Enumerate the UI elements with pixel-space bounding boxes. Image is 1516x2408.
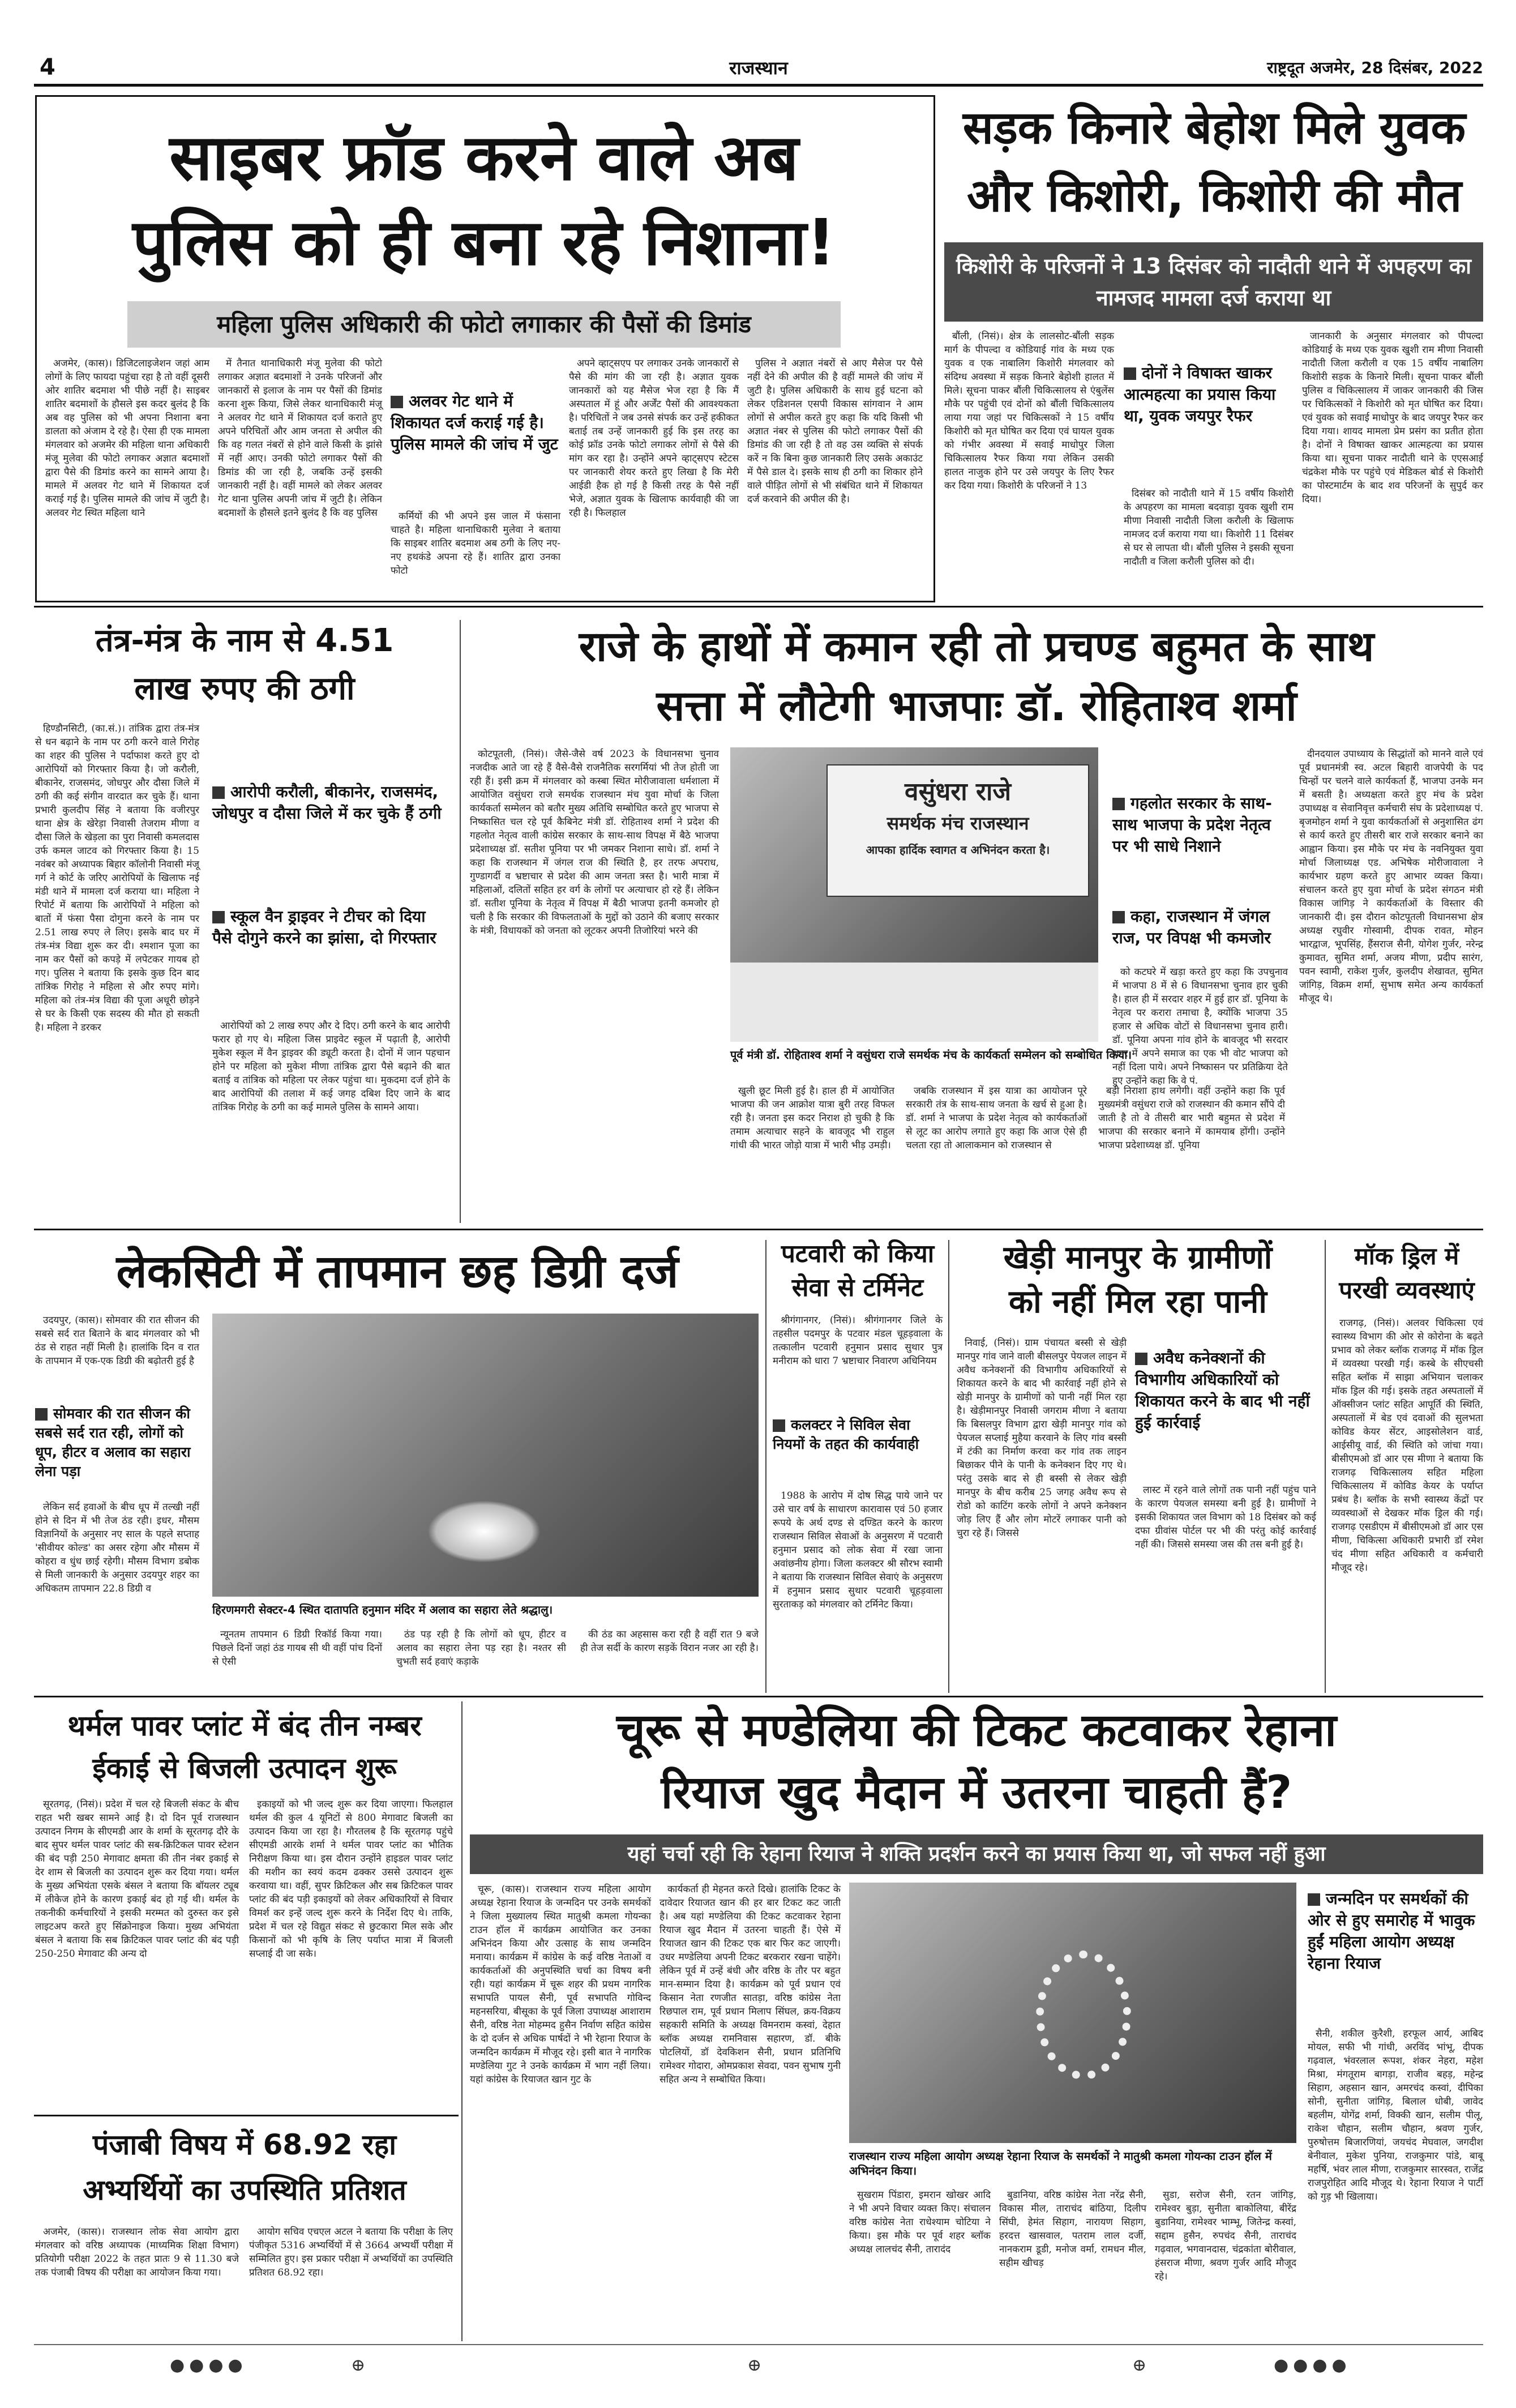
raje-callout-2: कहा, राजस्थान में जंगल राज, पर विपक्ष भी कमजोर [1112,907,1271,947]
cyber-col-5: पुलिस ने अज्ञात नंबरों से आए मैसेज पर पैसे नहीं देने की अपील की है वहीं मामले की जांच में जुटी है। पुलिस अधिकारी के साथ हुई घटना को लेकर एडिशनल एसपी विकास सांगवान ने आम लोगों से अपील करते हुए कहा कि यदि किसी भी अज्ञात नंबर से पुलिस की फोटो लगाकर पैसों की डिमांड की जा रही है तो वह उस व्यक्ति से संपर्क करें न कि बिना कुछ जानकारी लिए उसके अकाउंट में पैसे डाल दे। इसके साथ ही ठगी का शिकार होने वाले पीड़ित लोगों से भी संबंधित थाने में शिकायत दर्ज करवाने की अपील की है। [747,358,923,505]
tantra-headline-line2: लाख रुपए की ठगी [134,670,355,707]
row-rule-2 [34,1229,1483,1230]
raje-photo-caption: पूर्व मंत्री डॉ. रोहिताश्व शर्मा ने वसुंधरा राजे समर्थक मंच के कार्यकर्ता सम्मेलन को सम्बोधित किया। [730,1048,1132,1062]
churu-subhead: यहां चर्चा रही कि रेहाना रियाज ने शक्ति प्रदर्शन करने का प्रयास किया था, जो सफल नहीं हुआ [470,1834,1483,1874]
lakecity-callout: सोमवार की रात सीजन की सबसे सर्द रात रही, लोगों को धूप, हीटर व अलाव का सहारा लेना पड़ा [35,1405,191,1479]
banner-subtitle: समर्थक मंच राजस्थान [887,812,1029,834]
row-rule-1 [34,606,1483,608]
registration-dots-right: ●●●● [1274,2355,1351,2375]
column-divider [461,1701,462,2341]
lakecity-col-3: ठंड पड़ रही है कि लोगों को धूप, हीटर व अलाव का सहारा लेना पड़ रहा है। नश्तर सी चुभती सर्द हवाएं कड़ाके [396,1629,566,1667]
cyber-col-3: कर्मियों की भी अपने इस जाल में फंसाना चाहते है। महिला थानाधिकारी मुलेवा ने बताया कि साइबर शातिर बदमाश अब ठगी के लिए नए-नए हथकंडे अपना रहे हैं। शातिर द्वारा उनका फोटो [391,511,560,576]
tantra-col-2: आरोपियों को 2 लाख रुपए और दे दिए। ठगी करने के बाद आरोपी फरार हो गए थे। महिला जिस प्राइवेट स्कूल में पढ़ाती है, आरोपी मुकेश स्कूल में वैन ड्राइवर की ड्यूटी करता है। दोनों में जान पहचान होने पर महिला को मुकेश मीणा तांत्रिक द्वारा पैसे बढ़ाने की बात बताई व तांत्रिक को महिला पर लेकर पहुंचा था। मुकदमा दर्ज होने के बाद आरोपियों की तलाश में कई जगह दबिश दिए जाने के बाद तांत्रिक गिरोह के ठगी का कई मामले पुलिस के सामने आया। [212,1020,450,1113]
khedi-headline-line1: खेड़ी मानपुर के ग्रामीणों [1003,1239,1273,1276]
cyber-col-2: में तैनात थानाधिकारी मंजू मुलेवा की फोटो लगाकर अज्ञात बदमाशों ने उनके परिजनों और जानकारों से इलाज के नाम पर पैसों की डिमांड करना शुरू किया, जिसे लेकर थानाधिकारी मंजू ने अलवर गेट थाने में शिकायत दर्ज कराते हुए अपने परिचितों और आम जनता से अपील की कि वह गलत नंबरों से होने वाले किसी के झांसे में नहीं आए। उनकी फोटो लगाकर पैसों की डिमांड की जा रही है, जबकि उन्हें इसकी जानकारी नहीं है। वहीं मामले को लेकर अलवर गेट थाना पुलिस अपनी जांच में जुटी है। लेकिन बदमाशों के हौसले इतने बुलंद है कि वह पुलिस [218,358,382,519]
garland [1036,1951,1131,2080]
khedi-col-1: निवाई, (निसं)। ग्राम पंचायत बस्सी से खेड़ी मानपुर गांव जाने वाली बीसलपुर पेयजल लाइन में अवैध कनेक्शनों की विभागीय अधिकारियों से शिकायत करने के बाद भी कार्रवाई नहीं होने से खेड़ी मानपुर के ग्रामीणों को पानी नहीं मिल रहा है। खेड़ीमानपुर निवासी जगराम मीणा ने बताया कि बिसलपुर विभाग द्वारा खेड़ी मानपुर गांव को पेयजल सप्लाई मुहैया करवाने के लिए गांव बस्सी में टंकी का निर्माण करवा कर गांव तक लाइन बिछाकर पीने के पानी के कनेक्शन दिए गए थे। परंतु उसके बाद से ही बस्सी से लेकर खेड़ी मानपुर के बीच करीब 25 जगह अवैध रूप से रोडो को काटिंग करके लोगों ने अपने कनेक्शन जोड़ लिए हैं और लोग मोटरें लगाकर पानी को चुरा रहे हैं। जिससे [957,1337,1127,1539]
churu-headline-line1: चूरू से मण्डेलिया की टिकट कटवाकर रेहाना [616,1704,1337,1756]
bullet-icon [773,1419,785,1432]
crosshair-icon: ⊕ [747,2355,766,2375]
thermal-headline-line2: ईकाई से बिजली उत्पादन शुरू [92,1752,397,1785]
bonfire-glow [427,1500,541,1563]
raje-col-2: खुली छूट मिली हुई है। हाल ही में आयोजित भाजपा की जन आक्रोश यात्रा बुरी तरह विफल रही है। जनता इस कदर निराश हो चुकी है कि तमाम अत्याचार सहने के बावजूद भी राहुल गांधी की भारत जोड़ो यात्रा में भारी भीड़ उमड़ी। [730,1085,894,1151]
bullet-icon [1112,798,1125,810]
column-divider [1325,1240,1326,1693]
churu-col-2: कार्यकर्ता ही मेहनत करते दिखे। हालांकि टिकट के दावेदार रियाजत खान की हर बार टिकट कट जाती है। अब यहां मण्डेलिया की टिकट कटवाकर रेहाना रियाज खुद मैदान में उतरना चाहती हैं। ऐसे में रियाजत खान की टिकट एक बार फिर कट जाएगी। उधर मण्डेलिया अपनी टिकट बरकरार रखना चाहेंगे। लेकिन पूर्व में उन्हें बंधी और वरिष्ठ के तौर पर बहुत मान-सम्मान दिया है। कार्यक्रम को पूर्व प्रधान एवं किसान नेता रणजीत सातड़ा, वरिष्ठ कांग्रेस नेता रिछपाल राम, पूर्व प्रधान मिलाप सिंघल, क्रय-विक्रय सहकारी समिति के अध्यक्ष विमनराम कस्वां, देहात ब्लॉक अध्यक्ष रामनिवास सहारण, डॉ. बीके पोटलियों, डॉ देवकिशन सैनी, प्रधान प्रतिनिधि रामेश्वर गोदारा, ओमप्रकाश सेवदा, पवन सुभाष गुनी सहित अन्य ने सम्बोधित किया। [659,1884,841,2085]
churu-col-3: सुखराम पिंडारा, इमरान खोखर आदि ने भी अपने विचार व्यक्त किए। संचालन वरिष्ठ कांग्रेस नेता राधेश्याम चोटिया ने किया। इस मौके पर पूर्व शहर ब्लॉक अध्यक्ष लालचंद सैनी, तारादंद [849,2189,991,2255]
column-divider [948,1240,949,1693]
bullet-icon [1112,911,1125,923]
patwari-headline-line1: पटवारी को किया [781,1239,935,1268]
crosshair-icon: ⊕ [351,2355,370,2375]
tantra-callout-1: आरोपी करौली, बीकानेर, राजसमंद, जोधपुर व दौसा जिले में कर चुके हैं ठगी [212,782,442,823]
road-subhead: किशोरी के परिजनों ने 13 दिसंबर को नादौती थाने में अपहरण का नामजद मामला दर्ज कराया था [944,242,1483,322]
punjabi-col-2: आयोग सचिव एचएल अटल ने बताया कि परीक्षा के लिए पंजीकृत 5316 अभ्यर्थियों में से 3664 अभ्यर्थी परीक्षा में सम्मिलित हुए। इस प्रकार परीक्षा में अभ्यर्थियों का उपस्थिति प्रतिशत 68.92 रहा। [249,2226,453,2278]
lakecity-headline: लेकसिटी में तापमान छह डिग्री दर्ज [116,1245,679,1298]
felicitation-caption: राजस्थान राज्य महिला आयोग अध्यक्ष रेहाना रियाज के समर्थकों ने मातुश्री कमला गोयन्का टाउन हॉल में अभिनंदन किया। [849,2149,1272,2178]
cyber-callout: अलवर गेट थाने में शिकायत दर्ज कराई गई है। पुलिस मामले की जांच में जुट [391,392,558,454]
raje-headline-line2: सत्ता में लौटेगी भाजपाः डॉ. रोहिताश्व शर्मा [656,682,1297,730]
bullet-icon [391,396,403,408]
churu-col-6: सैनी, शकील कुरैशी, हरफूल आर्य, आबिद मोयल, सफी भी गांधी, अरविंद भांभू, दीपक गढ़वाल, भंवरलाल रूपश, शंकर नेहरा, महेश मिश्रा, मंगतूराम बागड़ा, राजीव बहड़, महेन्द्र सिहाग, अहसान खान, अमरचंद कस्वां, दीपिका सोनी, सुनीता जांगिड़, बिलाल धोबी, जावेद बहलीम, योगेंद्र शर्मा, विक्की खान, सलीम पीलू, राकेश चौहान, सलीम चौहान, श्रवण गुर्जर, पुरुषोत्तम बिजारणियां, जयचंद मेघवाल, जगदीश बेनीवाल, मुकेश पुनिया, राजकुमार पांडे, बाबू महर्षि, भंवर लाल मीणा, राजकुमार सारस्वत, राजेंद्र राजपुरोहित आदि मौजूद थे। रेहाना रियाज ने पार्टी को गुड़ भी खिलाया। [1308,2028,1483,2202]
row-rule-3 [34,1696,1483,1697]
khedi-callout: अवैध कनेक्शनों की विभागीय अधिकारियों को शिकायत करने के बाद भी नहीं हुई कार्रवाई [1135,1349,1310,1432]
patwari-col-1: श्रीगंगानगर, (निसं)। श्रीगंगानगर जिले के तहसील पदमपुर के पटवार मंडल चूहड़वाला के तत्कालीन पटवारी हनुमान प्रसाद सुथार पुत्र मनीराम को धारा 7 भ्रष्टाचार निवारण अधिनियम [773,1315,943,1367]
cyber-col-4: अपने व्हाट्सएप पर लगाकर उनके जानकारों से पैसे की मांग की जा रही है। अज्ञात युवक जानकारों को यह मैसेज भेज रहा है कि मैं अस्पताल में हूं और अर्जेंट पैसों की आवश्यकता है। परिचितों ने जब उनसे संपर्क कर उन्हें हकीकत बताई तब उन्हें जानकारी हुई कि इस तरह का कोई फ्रॉड उनके फोटो लगाकर लोगों से पैसे की मांग कर रहा है। उन्होंने अपने व्हाट्सएप स्टेटस पर जानकारी शेयर करते हुए लिखा है कि मेरी आईडी हैक हो गई है किसी तरह के पैसे नहीं भेजे, अज्ञात युवक के खिलाफ कार्यवाही की जा रही है। फिलहाल [569,358,739,519]
header-rule [34,84,1483,87]
patwari-col-2: 1988 के आरोप में दोष सिद्ध पाये जाने पर उसे चार वर्ष के साधारण कारावास एवं 50 हजार रूपये के अर्थ दण्ड से दण्डित करने के कारण राजस्थान सिविल सेवाओं के अनुसरण में पटवारी हनुमान प्रसाद को लोक सेवा में रखा जाना अवांछनीय होगा। जिला कलक्टर श्री सौरभ स्वामी ने बताया कि राजस्थान सिविल सेवाएं के अनुसरण में हनुमान प्रसाद सुथार पटवारी चूहड़वाला सुरताकड़ को मंगलवार को टर्मिनेट किया। [773,1490,943,1610]
raje-headline-line1: राजे के हाथों में कमान रही तो प्रचण्ड बहुमत के साथ [579,622,1374,671]
bonfire-caption: हिरणमगरी सेक्टर-4 स्थित दातापति हनुमान मंदिर में अलाव का सहारा लेते श्रद्धालु। [212,1603,553,1616]
road-headline-line1: सड़क किनारे बेहोश मिले युवक [962,101,1466,154]
khedi-col-2: लास्ट में रहने वाले लोगों तक पानी नहीं पहुंच पाने के कारण पेयजल समस्या बनी हुई है। ग्रामीणों ने इसकी शिकायत जल विभाग को 18 दिसंबर को कई दफा ग्रीवांस पोर्टल पर भी की परंतु कोई कार्रवाई नहीं की। जिससे समस्या जस की तस बनी हुई है। [1135,1485,1316,1550]
bullet-icon [212,911,225,923]
tantra-callout-2: स्कूल वैन ड्राइवर ने टीचर को दिया पैसे दोगुने करने का झांसा, दो गिरफ्तार [212,907,436,947]
thermal-col-2: इकाइयों को भी जल्द शुरू कर दिया जाएगा। फिलहाल थर्मल की कुल 4 यूनिटों से 800 मेगावाट बिजली का उत्पादन किया जा रहा है। गौरतलब है कि सूरतगढ़ पहुंचे सीएमडी आरके शर्मा ने थर्मल पावर प्लांट का भौतिक निरीक्षण किया था। इस दौरान उन्होंने हाइडल पावर प्लांट की मशीन का स्वयं कदम ढक्कर उससे उत्पादन शुरू करवाया था। वहीं, सुपर क्रिटिकल और सब क्रिटिकल पावर प्लांट की बंद पड़ी इकाइयों को लेकर अधिकारियों से विचार विमर्श कर इन्हें जल्द शुरू करने के निर्देश दिए थे। ताकि, प्रदेश में चल रहे विद्युत संकट से छुटकारा मिल सके और किसानों को भी कृषि के लिए पर्याप्त मात्रा में बिजली सप्लाई दी जा सके। [249,1799,453,1960]
felicitation-photo [849,1883,1296,2143]
raje-col-4: बड़ी निराशा हाथ लगेगी। वहीं उन्होंने कहा कि पूर्व मुख्यमंत्री वसुंधरा राजे को राजस्थान की कमान सौंपे दी जाती है तो वे तीसरी बार भारी बहुमत से प्रदेश में भाजपा की सरकार बनाने में कामयाब होंगी। उन्होंने भाजपा प्रदेशाध्यक्ष डॉ. पूनिया [1098,1085,1285,1151]
mockdrill-headline-line1: मॉक ड्रिल में [1354,1242,1459,1270]
tantra-headline-line1: तंत्र-मंत्र के नाम से 4.51 [95,622,394,659]
footer-rule [34,2344,1483,2345]
bonfire-photo [212,1314,759,1597]
punjabi-col-1: अजमेर, (कास)। राजस्थान लोक सेवा आयोग द्वारा मंगलवार को वरिष्ठ अध्यापक (माध्यमिक शिक्षा विभाग) प्रतियोगी परीक्षा 2022 के तहत प्रातः 9 से 11.30 बजे तक पंजाबी विषय की परीक्षा का आयोजन किया गया। [35,2226,239,2278]
patwari-headline-line2: सेवा से टर्मिनेट [791,1273,924,1302]
registration-dots-left: ●●●● [170,2355,247,2375]
lakecity-col-1: उदयपुर, (कास)। सोमवार की रात सीजन की सबसे सर्द रात बिताने के बाद मंगलवार को भी ठंड से राहत नहीं मिली है। हालांकि दिन व रात के तापमान में एक-एक डिग्री की बढ़ोतरी हुई है [35,1315,199,1367]
thermal-headline-line1: थर्मल पावर प्लांट में बंद तीन नम्बर [67,1709,422,1742]
khedi-headline-line2: को नहीं मिल रहा पानी [1009,1284,1267,1320]
patwari-callout: कलक्टर ने सिविल सेवा नियमों के तहत की कार्यवाही [773,1417,919,1452]
row-rule-4 [34,2115,459,2116]
raje-conference-photo [730,747,1098,1042]
mockdrill-col-1: राजगढ़, (निसं)। अलवर चिकित्सा एवं स्वास्थ्य विभाग की ओर से कोरोना के बढ़ते प्रभाव को लेकर ब्लॉक राजगढ़ में मॉक ड्रिल में व्यवस्था परखी गई। कस्बे के सीएचसी सहित ब्लॉक में साझा अभियान चलाकर मॉक ड्रिल की गई। इसके तहत अस्पतालों में ऑक्सीजन प्लांट सहित आपूर्ति की स्थिति, अस्पतालों में बेड एवं दवाओं की सुलभता कोविड केयर सेंटर, आइसोलेशन वार्ड, आईसीयू वार्ड, की स्थिति को जांचा गया। बीसीएमओ डॉ आर एस मीणा ने बताया कि राजगढ़ चिकित्सालय सहित महिला चिकित्सालय में कोविड केयर के पर्याप्त प्रबंध है। ब्लॉक के सभी स्वास्थ्य केंद्रों पर व्यवस्थाओं से देखकर मॉक ड्रिल की गई। राजगढ़ एसडीएम में बीसीएमओ डॉ आर एस मीणा, चिकित्सा अधिकारी प्रभारी डॉ रमेश चंद मीणा सहित अधिकारी व कर्मचारी मौजूद रहे। [1331,1318,1483,1573]
crosshair-icon: ⊕ [1132,2355,1151,2375]
raje-col-5: को कटघरे में खड़ा करते हुए कहा कि उपचुनाव में भाजपा 8 में से 6 विधानसभा चुनाव हार चुकी है। हाल ही में सरदार शहर में हुई हार डॉ. पूनिया के नेतृत्व पर करारा तमाचा है, क्योंकि भाजपा 35 हजार से अधिक वोटों से विधानसभा चुनाव हारी। डॉ. पूनिया अपना गांव होने के बावजूद भी सरदार शहर में अपने समाज का एक भी वोट भाजपा को नहीं दिला पाये। अपने निष्कासन पर प्रतिक्रिया देते हुए उन्होंने कहा कि वे पं. [1112,966,1288,1087]
churu-col-1: चूरू, (कास)। राजस्थान राज्य महिला आयोग अध्यक्ष रेहाना रियाज के जन्मदिन पर उनके समर्थकों ने जिला मुख्यालय स्थित मातुश्री कमला गोयन्का टाउन हॉल में कार्यक्रम आयोजित कर उनका अभिनंदन किया और उत्साह के साथ जन्मदिन मनाया। कार्यक्रम में कांग्रेस के कई वरिष्ठ नेताओं व कार्यकर्ताओं की अनुपस्थिति चर्चा का विषय बनी रही। यहां कार्यक्रम में चूरू शहर की प्रथम नागरिक सभापति पायल सैनी, पूर्व सभापति गोविन्द महनसरिया, बीसूका के पूर्व जिला उपाध्यक्ष आशाराम सैनी, वरिष्ठ नेता मोहम्मद हुसैन निर्वाण सहित कांग्रेस के दो दर्जन से अधिक पार्षदों ने भी रेहाना रियाज के जन्मदिन कार्यक्रम में मौजूद रहे। इसी बात ने नागरिक मण्डेलिया गुट ने उनके कार्यक्रम में भाग नहीं लिया। यहां कांग्रेस के रियाजत खान गुट के [470,1884,651,2085]
column-divider [765,1240,766,1693]
thermal-col-1: सूरतगढ़, (निसं)। प्रदेश में चल रहे बिजली संकट के बीच राहत भरी खबर सामने आई है। दो दिन पूर्व राजस्थान उत्पादन निगम के सीएमडी आर के शर्मा के सूरतगढ़ दौरे के बाद सुपर थर्मल पावर प्लांट की सब-क्रिटिकल पावर स्टेशन की बंद पड़ी 250 मेगावाट क्षमता की तीन नंबर इकाई से देर शाम से बिजली का उत्पादन शुरू कर दिया गया। थर्मल के मुख्य अभियंता एसके बंसल ने बताया कि बॉयलर ट्यूब में लीकेज होने के कारण इकाई बंद हो गई थी। थर्मल के तकनीकी कर्मचारियों ने इसकी मरम्मत को दुरुस्त कर इसे लाइटअप करते हुए सिंक्रोनाइज किया। मुख्य अभियंता बंसल ने बताया कि सब क्रिटिकल पावर प्लांट की बंद पड़ी 250-250 मेगावाट की अन्य दो [35,1799,239,1960]
road-callout: दोनों ने विषाक्त खाकर आत्महत्या का प्रयास किया था, युवक जयपुर रैफर [1124,363,1276,425]
raje-col-1: कोटपूतली, (निसं)। जैसे-जैसे वर्ष 2023 के विधानसभा चुनाव नजदीक आते जा रहे हैं वैसे-वैसे राजनैतिक सरगर्मियां भी तेज होती जा रही हैं। इसी क्रम में मंगलवार को कस्बा स्थित मोरीजावाला धर्मशाला में आयोजित वसुंधरा राजे समर्थक राजस्थान मंच युवा मोर्चा के जिला कार्यकर्ता सम्मेलन को बतौर मुख्य अतिथि सम्बोधित करते हुए भाजपा से निष्कासित चल रहे पूर्व कैबिनेट मंत्री डॉ. रोहिताश्व शर्मा ने प्रदेश की गहलोत नेतृत्व वाली कांग्रेस सरकार के साथ-साथ विपक्ष में बैठे भाजपा प्रदेशाध्यक्ष डॉ. सतीश पूनिया पर भी जमकर निशाना साधे। डॉ. शर्मा ने कहा कि राजस्थान में जंगल राज की स्थिति है, हर तरफ अपराध, गुण्डागर्दी व भ्रष्टाचार से प्रदेश की आम जनता त्रस्त है। भारी मात्रा में महिलाओं, दलितों सहित हर वर्ग के लोगों पर अत्याचार हो रहे हैं। लेकिन डॉ. सतीश पूनिया के नेतृत्व में विपक्ष में बैठी भाजपा इतनी कमजोर हो चली है कि सरकार की विफलताओं के मुद्दों को उठाने की बजाए सरकार के मंत्री, विधायकों को जनता को लूटकर अपनी तिजोरियां भरने की [470,749,719,936]
bullet-icon [1124,367,1136,380]
raje-callout-1: गहलोत सरकार के साथ-साथ भाजपा के प्रदेश नेतृत्व पर भी साधे निशाने [1112,794,1272,856]
raje-col-3: जबकि राजस्थान में इस यात्रा का आयोजन पूरे सरकारी तंत्र के साथ-साथ जनता के खर्च से हुआ है। डॉ. शर्मा ने भाजपा के प्रदेश नेतृत्व को कार्यकर्ताओं से लूट का आरोप लगाते हुए कहा कि आज ऐसे ही चलता रहा तो आलाकमान को राजस्थान से [906,1085,1087,1151]
column-divider [460,620,461,1223]
cyber-subhead: महिला पुलिस अधिकारी की फोटो लगाकार की पैसों की डिमांड [127,301,841,348]
bullet-icon [1308,1893,1320,1906]
road-col-1: बौंली, (निसं)। क्षेत्र के लालसोट-बौंली सड़क मार्ग के पीपल्दा व कोडियाई गांव के मध्य एक युवक व एक नाबालिग किशोरी मंगलवार को संदिग्ध अवस्था में सड़क किनारे बेहोशी हालत में मिले। सूचना पाकर बौंली चिकित्सालय से एंबुलेंस मौके पर पहुंची एवं दोनों को बौंली चिकित्सालय लाया गया जहां पर चिकित्सकों ने 15 वर्षीय किशोरी को मृत घोषित कर दिया एवं घायल युवक को गंभीर अवस्था में सवाई माधोपुर जिला चिकित्सालय रैफर किया गया लेकिन उसकी हालत नाजुक होने पर उसे जयपुर के लिए रैफर कर दिया गया। किशोरी के परिजनों ने 13 [944,331,1114,491]
lakecity-col-4: की ठंड का अहसास करा रही है वहीं रात 9 बजे ही तेज सर्दी के कारण सड़कें विरान नजर आ रही है। [580,1629,759,1654]
bullet-icon [35,1408,48,1421]
bullet-icon [1135,1353,1147,1365]
raje-col-6: दीनदयाल उपाध्याय के सिद्धांतों को मानने वाले एवं पूर्व प्रधानमंत्री स्व. अटल बिहारी वाजपेयी के पद चिन्हों पर चलने वाले कार्यकर्ता हैं, भाजपा उनके मन में बसती है। अध्यक्षता करते हुए मंच के प्रदेश उपाध्यक्ष व सेवानिवृत्त कर्मचारी संघ के प्रदेशाध्यक्ष पं. बृजमोहन शर्मा ने युवा कार्यकर्ताओं से अनुशासित ढंग से कार्य करते हुए तीसरी बार राजे सरकार बनाने का आह्वान किया। इस मौके पर मंच के नवनियुक्त युवा मोर्चा जिलाध्यक्ष एड. अभिषेक मोरीजावाला ने कार्यभार ग्रहण करते हुए आभार व्यक्त किया। संचालन करते हुए युवा मोर्चा के प्रदेश संगठन मंत्री विकास जांगिड़ ने कार्यकर्ताओं के विस्तार की जानकारी दी। इस दौरान कोटपूतली विधानसभा क्षेत्र अध्यक्ष रघुवीर गोस्वामी, दीपक रावत, मोहन भारद्वाज, भूपसिंह, हैंसराज सैनी, योगेश गुर्जर, नरेन्द्र कुमावत, सुमित शर्मा, अजय मीणा, प्रदीप सारंग, पवन स्वामी, राकेश गुर्जर, कुलदीप शेखावत, सुमित जांगिड़, विक्रम शर्मा, सुभाष समेत अन्य कार्यकर्ता मौजूद थे। [1299,749,1483,1004]
churu-col-4: बुडानिया, वरिष्ठ कांग्रेस नेता नरेंद्र सैनी, विकास मील, ताराचंद बांठिया, दिलीप सिंघी, हेमंत सिहाग, नारायण सिहाग, हरदत्त खासवाल, पतराम लाल दर्जी, नानकराम डूडी, मनोज वर्मा, रामधन मील, सहीम खीचड़ [999,2189,1146,2269]
churu-headline-line2: रियाज खुद मैदान में उतरना चाहती हैं? [661,1766,1292,1819]
mockdrill-headline-line2: परखी व्यवस्थाएं [1339,1276,1475,1304]
photo-banner [826,764,1089,897]
dateline: राष्ट्रदूत अजमेर, 28 दिसंबर, 2022 [1267,58,1483,77]
punjabi-headline-line1: पंजाबी विषय में 68.92 रहा [92,2128,397,2161]
bullet-icon [212,786,225,799]
churu-callout: जन्मदिन पर समर्थकों की ओर से हुए समारोह में भावुक हुईं महिला आयोग अध्यक्ष रेहाना रियाज [1308,1889,1475,1973]
page-number: 4 [40,54,55,80]
banner-title: वसुंधरा राजे [904,777,1012,806]
road-col-2: दिसंबर को नादौती थाने में 15 वर्षीय किशोरी के अपहरण का मामला बदवाड़ा युवक खुशी राम मीणा निवासी नादौती जिला करौली के खिलाफ नामजद दर्ज कराया गया था। किशोरी 11 दिसंबर से घर से लापता थी। बौंली पुलिस ने इसकी सूचना नादौती व जिला करौली पुलिस को दी। [1124,488,1294,567]
tantra-col-1: हिण्डौनसिटी, (का.सं.)। तांत्रिक द्वारा तंत्र-मंत्र से धन बढ़ाने के नाम पर ठगी करने वाले गिरोह का शहर की पुलिस ने पर्दाफाश करते हुए दो आरोपियों को गिरफ्तार किया है। जो करौली, बीकानेर, राजसमंद, जोधपुर और दौसा जिले में ठगी की कई संगीन वारदात कर चुके हैं। थाना प्रभारी कुलदीप सिंह ने बताया कि वजीरपुर थाना क्षेत्र के खेरेड़ा निवासी तेजराम मीणा व दौसा जिले के खेड़ला का पुरा निवासी कमलदास उर्फ कमल जाटव को गिरफ्तार किया है। 15 नवंबर को अध्यापक बिहार कॉलोनी निवासी मंजू गर्ग ने कोर्ट के जरिए आरोपियों के खिलाफ नई मंडी थाने में मामला दर्ज कराया था। महिला ने रिपोर्ट में बताया कि आरोपियों ने महिला को बातों में फंसा पैसा दोगुना करने के नाम पर 2.51 लाख रुपए ले लिए। इसके बाद घर में तंत्र-मंत्र विद्या शुरू कर दी। श्मशान पूजा का नाम कर पैसों को कपड़े में लपेटकर गायब हो गए। पुलिस ने बताया कि इसके कुछ दिन बाद तांत्रिक गिरोह ने महिला से और रुपए मांगे। महिला को तंत्र-मंत्र विद्या की पूजा अधूरी छोड़ने से घर के किसी एक सदस्य की मौत हो सकती है। महिला ने डरकर [35,723,199,1033]
punjabi-headline-line2: अभ्यर्थियों का उपस्थिति प्रतिशत [83,2174,406,2206]
cyber-col-1: अजमेर, (कास)। डिजिटलाइजेशन जहां आम लोगों के लिए फायदा पहुंचा रहा है तो वहीं दूसरी ओर शातिर बदमाश भी पीछे नहीं है। साइबर शातिर बदमाशों के हौसले इस कदर बुलंद है कि अब वह पुलिस को भी अपना निशाना बना डालता को अंजाम दे रहे है। ऐसा ही एक मामला मंगलवार को अजमेर की महिला थाना अधिकारी मंजू मुलेवा की फोटो लगाकर अज्ञात बदमाशों द्वारा पैसे की डिमांड करने का सामने आया है। मामले में अलवर गेट थाने में शिकायत दर्ज कराई गई है। पुलिस मामले की जांच में जुटी है। अलवर गेट स्थित महिला थाने [45,358,209,519]
cyber-headline-line1: साइबर फ्रॉड करने वाले अब [169,121,799,195]
banner-welcome: आपका हार्दिक स्वागत व अभिनंदन करता है। [866,843,1050,857]
cyber-headline-line2: पुलिस को ही बना रहे निशाना! [132,206,836,280]
road-headline-line2: और किशोरी, किशोरी की मौत [966,169,1462,222]
section-name: राजस्थान [729,57,788,79]
lakecity-col-2: न्यूनतम तापमान 6 डिग्री रिकॉर्ड किया गया। पिछले दिनों जहां ठंड गायब सी थी वहीं पांच दिनों से ऐसी [212,1629,382,1667]
churu-col-5: सुडा, सरोज सैनी, रतन जांगिड़, रामेश्वर बुड़ा, सुनीता बाकोलिया, बीरेंद्र बुडानिया, रामेश्वर भाम्भू, जितेन्द्र कस्वां, सद्दाम हुसैन, रुपचंद सैनी, ताराचंद गढ़वाल, भगवानदास, चंद्रकांता बोरीवाल, हंसराज मीणा, श्रवण गुर्जर आदि मौजूद रहे। [1155,2189,1296,2282]
photo-table [730,963,1098,1042]
road-col-3: जानकारी के अनुसार मंगलवार को पीपल्दा कोडियाई के मध्य एक युवक खुशी राम मीणा निवासी नादौती जिला करौली व एक 15 वर्षीय नाबालिग किशोरी सड़क के किनारे मिली। सूचना पाकर बौंली पुलिस व चिकित्सालय में जाकर जानकारी की जिस पर चिकित्सकों ने किशोरी को मृत घोषित कर दिया। एवं युवक को सवाई माधोपुर के बाद जयपुर रैफर कर दिया गया। शायद मामला प्रेम प्रसंग का प्रतीत होता है। दोनों ने विषाक्त खाकर आत्महत्या का प्रयास किया था। सूचना पाकर नादौती थाने के एएसआई चंद्रकेश मौके पर पहुंचे एवं मेडिकल बोर्ड से किशोरी का पोस्टमार्टम के बाद शव परिजनों के सुपुर्द कर दिया। [1302,331,1483,505]
lakecity-col-1b: लेकिन सर्द हवाओं के बीच धूप में तल्खी नहीं होने से दिन में भी तेज ठंड रही। इधर, मौसम विज्ञानियों के अनुसार नए साल के पहले सप्ताह 'सीवीयर कोल्ड' का असर रहेगा और मौसम में कोहरा व धुंध छाई रहेगी। मौसम विभाग डबोक से मिली जानकारी के अनुसार उदयपुर शहर का अधिकतम तापमान 22.8 डिग्री व [35,1502,199,1594]
